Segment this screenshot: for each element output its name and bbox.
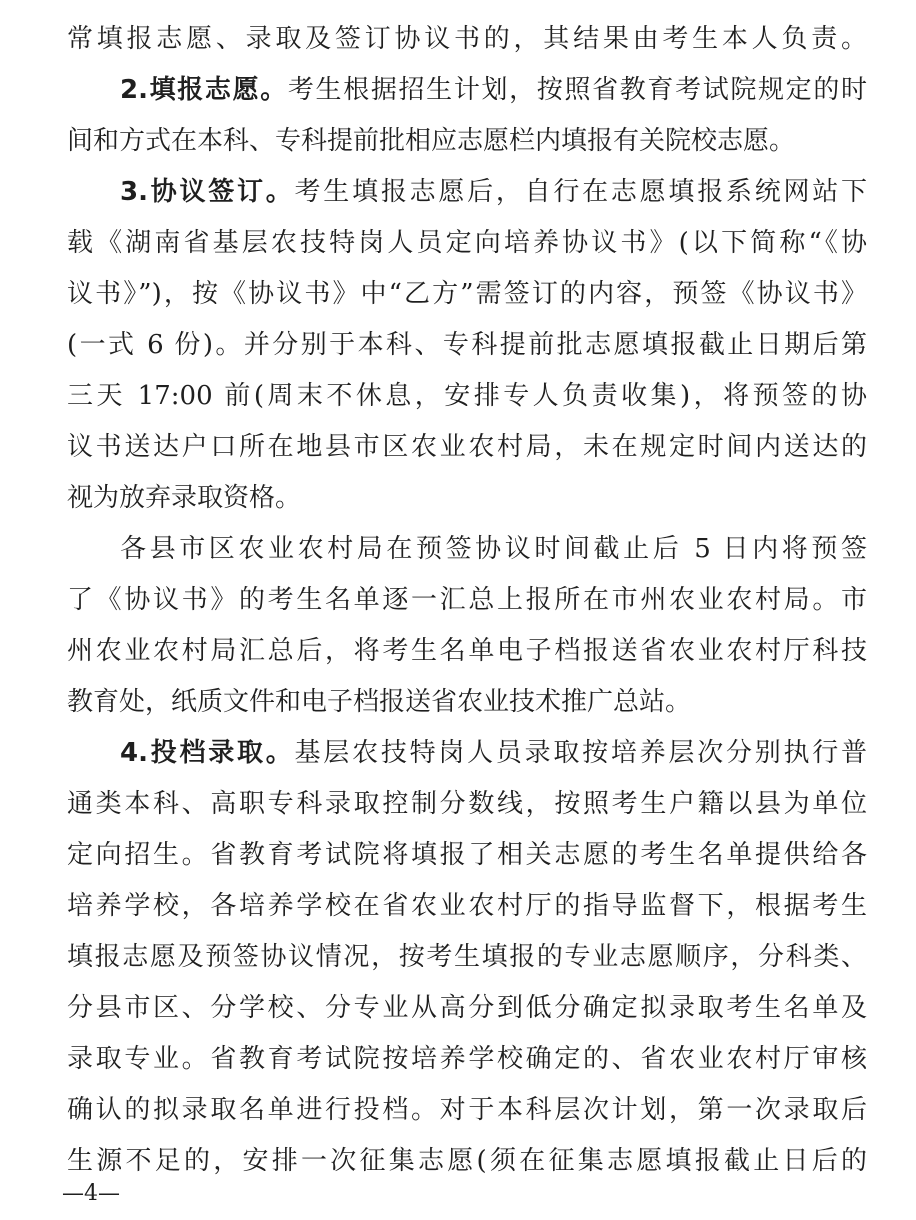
text-line: 填报志愿及预签协议情况，按考生填报的专业志愿顺序，分科类、: [67, 942, 867, 972]
text-line: 常填报志愿、录取及签订协议书的，其结果由考生本人负责。: [67, 24, 867, 54]
text-line: (一式 6 份)。并分别于本科、专科提前批志愿填报截止日期后第: [67, 330, 867, 360]
text-line: 培养学校，各培养学校在省农业农村厅的指导监督下，根据考生: [67, 891, 867, 921]
section-heading-admission: 4.投档录取。: [120, 738, 295, 768]
page-number: —4—: [62, 1181, 120, 1206]
text-line: 通类本科、高职专科录取控制分数线，按照考生户籍以县为单位: [67, 789, 867, 819]
text-line: 录取专业。省教育考试院按培养学校确定的、省农业农村厅审核: [67, 1044, 867, 1074]
text-line: 教育处，纸质文件和电子档报送省农业技术推广总站。: [67, 687, 692, 717]
section-heading-fill-in-wishes: 2.填报志愿。: [120, 75, 288, 105]
text-line: 间和方式在本科、专科提前批相应志愿栏内填报有关院校志愿。: [67, 126, 796, 156]
text-line: 定向招生。省教育考试院将填报了相关志愿的考生名单提供给各: [67, 840, 867, 870]
text-line: 议书送达户口所在地县市区农业农村局，未在规定时间内送达的: [67, 432, 867, 462]
section-3-first-line: 3.协议签订。考生填报志愿后，自行在志愿填报系统网站下: [120, 177, 867, 207]
text-line: 分县市区、分学校、分专业从高分到低分确定拟录取考生名单及: [67, 993, 867, 1023]
text-line: 各县市区农业农村局在预签协议时间截止后 5 日内将预签: [120, 534, 867, 564]
section-4-first-line: 4.投档录取。基层农技特岗人员录取按培养层次分别执行普: [120, 738, 867, 768]
text-line: 州农业农村局汇总后，将考生名单电子档报送省农业农村厅科技: [67, 636, 867, 666]
text-line: 了《协议书》的考生名单逐一汇总上报所在市州农业农村局。市: [67, 585, 867, 615]
text-line: 视为放弃录取资格。: [67, 483, 302, 513]
text-line: 议书》”)，按《协议书》中“乙方”需签订的内容，预签《协议书》: [67, 279, 867, 309]
section-2-first-line: 2.填报志愿。考生根据招生计划，按照省教育考试院规定的时: [120, 75, 867, 105]
text-line: 载《湖南省基层农技特岗人员定向培养协议书》(以下简称“《协: [67, 228, 867, 258]
text-line: 三天 17:00 前(周末不休息，安排专人负责收集)，将预签的协: [67, 381, 867, 411]
text-line: 生源不足的，安排一次征集志愿(须在征集志愿填报截止日后的: [67, 1146, 867, 1176]
text-line: 确认的拟录取名单进行投档。对于本科层次计划，第一次录取后: [67, 1095, 867, 1125]
section-heading-agreement-signing: 3.协议签订。: [120, 177, 295, 207]
